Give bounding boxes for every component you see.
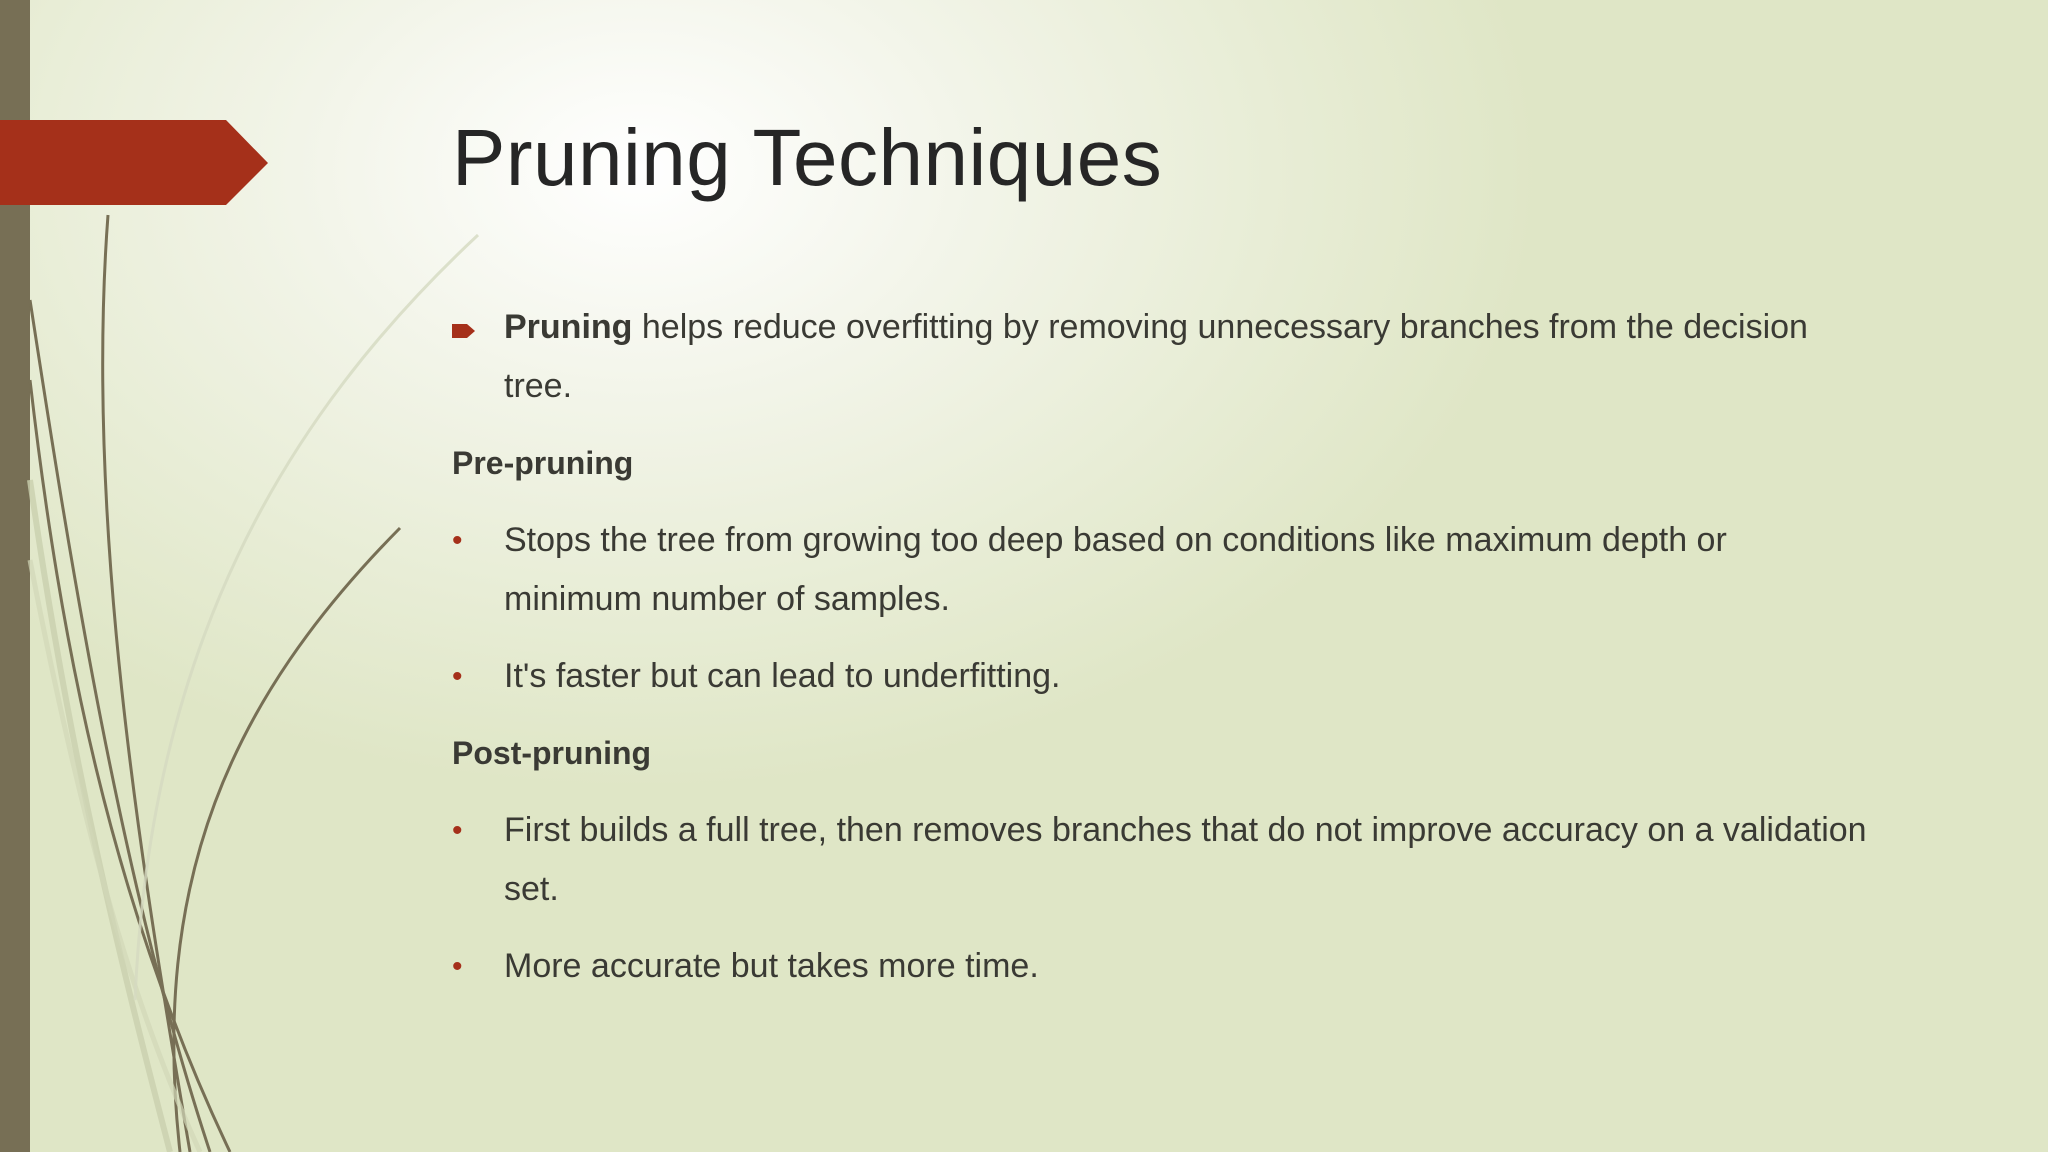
list-item [452,647,1872,706]
intro-bold-term: Pruning [504,308,633,346]
bullet-text: More accurate but takes more time. [504,947,1039,985]
bullet-text: First builds a full tree, then removes branches that do not improve accuracy on a validation set. [504,811,1867,908]
list-item [452,937,1872,996]
section-heading-post-pruning: Post-pruning [452,735,652,771]
dot-bullet-icon: • [452,814,463,847]
left-accent-bar [0,0,30,1152]
title-arrow-banner [0,120,268,205]
intro-text: helps reduce overfitting by removing unnecessary branches from the decision tree. [504,308,1808,405]
bullet-text: Stops the tree from growing too deep based on conditions like maximum depth or minimum number of samples. [504,521,1727,618]
intro-bullet [452,298,1872,416]
list-item [452,511,1872,629]
slide-title: Pruning Techniques [452,113,1163,202]
slide-content [452,298,1872,1014]
dot-bullet-icon: • [452,660,463,693]
arrow-bullet-icon [452,298,492,357]
dot-bullet-icon: • [452,524,463,557]
section-heading-pre-pruning: Pre-pruning [452,445,634,481]
list-item [452,801,1872,919]
dot-bullet-icon: • [452,950,463,983]
bullet-text: It's faster but can lead to underfitting. [504,657,1061,695]
